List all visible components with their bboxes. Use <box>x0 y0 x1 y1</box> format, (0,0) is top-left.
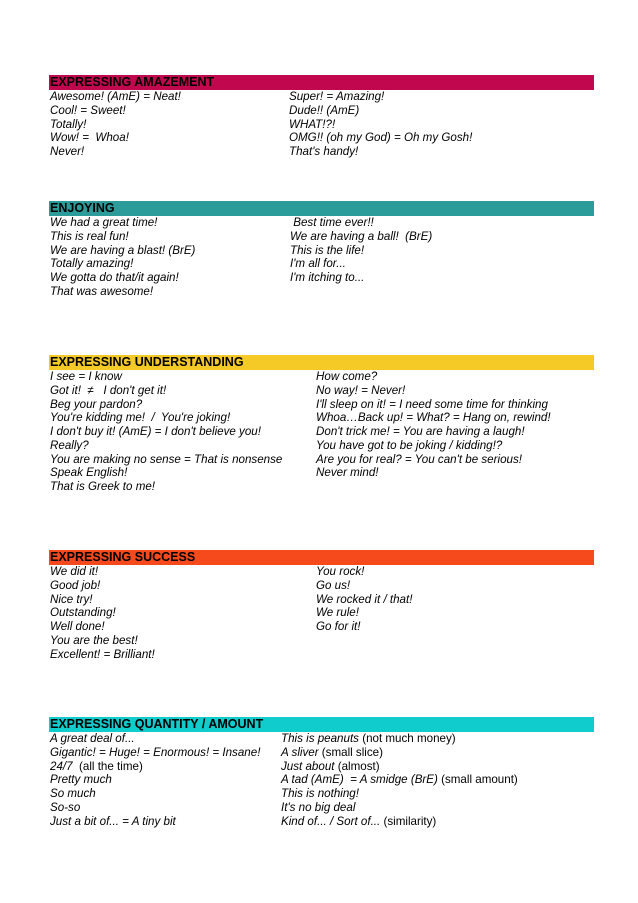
left-column <box>50 370 282 494</box>
phrase: We rule! <box>316 606 359 620</box>
phrase: So-so <box>50 800 81 814</box>
phrase: Good job! <box>50 578 101 592</box>
phrase: Excellent! = Brilliant! <box>50 647 155 661</box>
phrase: Pretty much <box>50 773 112 787</box>
phrase: Super! = Amazing! <box>289 90 385 103</box>
phrase: A sliver (small slice) <box>281 745 383 759</box>
section-title: EXPRESSING SUCCESS <box>50 550 196 564</box>
phrase: Go us! <box>316 578 351 592</box>
phrase: Never mind! <box>316 466 379 480</box>
phrase: Speak English! <box>50 466 128 480</box>
phrase: Well done! <box>50 620 105 633</box>
phrase: That was awesome! <box>50 284 154 298</box>
phrase: Nice try! <box>50 592 93 606</box>
phrase: Totally! <box>50 117 87 131</box>
phrase: Beg your pardon? <box>50 397 143 411</box>
section-quantity <box>49 717 594 828</box>
phrase: A great deal of... <box>50 732 135 745</box>
phrase: We did it! <box>50 565 99 578</box>
section-amazement <box>49 75 594 158</box>
section-understanding <box>49 355 594 493</box>
phrase: I don't buy it! (AmE) = I don't believe you! <box>50 425 261 438</box>
section-title: EXPRESSING AMAZEMENT <box>50 75 215 89</box>
phrase: Don't trick me! = You are having a laugh! <box>316 425 525 438</box>
phrase: OMG!! (oh my God) = Oh my Gosh! <box>289 131 473 145</box>
phrase: A tad (AmE) = A smidge (BrE) (small amount) <box>281 773 518 787</box>
left-column <box>50 565 155 661</box>
phrase: Got it! ≠ I don't get it! <box>50 383 167 397</box>
phrase: Cool! = Sweet! <box>50 103 126 117</box>
left-column <box>50 90 181 159</box>
phrase: Gigantic! = Huge! = Enormous! = Insane! <box>50 745 261 759</box>
right-column <box>316 565 412 634</box>
phrase: We gotta do that/it again! <box>50 271 179 284</box>
phrase: You rock! <box>316 565 365 578</box>
phrase: You're kidding me! / You're joking! <box>50 411 231 425</box>
phrase: Really? <box>50 438 89 452</box>
left-column <box>50 216 195 299</box>
section-title: ENJOYING <box>50 201 115 215</box>
right-column <box>290 216 432 285</box>
phrase: I'll sleep on it! = I need some time for thinking <box>316 397 548 411</box>
phrase: I'm all for... <box>290 257 346 271</box>
phrase: Just about (almost) <box>281 759 380 773</box>
phrase: Are you for real? = You can't be serious! <box>316 452 522 466</box>
phrase: 24/7 (all the time) <box>50 759 143 773</box>
right-column <box>289 90 472 159</box>
phrase: This is the life! <box>290 243 365 257</box>
right-column <box>281 732 518 828</box>
phrase: You are the best! <box>50 633 138 647</box>
phrase: This is nothing! <box>281 787 359 800</box>
phrase: It's no big deal <box>281 800 356 814</box>
phrase: Outstanding! <box>50 606 116 620</box>
right-column <box>316 370 551 480</box>
phrase: This is real fun! <box>50 229 129 243</box>
phrase: No way! = Never! <box>316 383 406 397</box>
phrase: How come? <box>316 370 378 383</box>
phrase: You have got to be joking / kidding!? <box>316 438 503 452</box>
section-title: EXPRESSING QUANTITY / AMOUNT <box>50 717 264 731</box>
section-success <box>49 550 594 661</box>
phrase: Never! <box>50 145 85 158</box>
section-header <box>49 550 594 565</box>
section-enjoying <box>49 201 594 298</box>
phrase: We rocked it / that! <box>316 592 413 606</box>
phrase: You are making no sense = That is nonsense <box>50 452 283 466</box>
section-header <box>49 201 594 216</box>
phrase: We are having a blast! (BrE) <box>50 243 196 257</box>
phrase: Wow! = Whoa! <box>50 131 129 145</box>
phrase: This is peanuts (not much money) <box>281 732 456 745</box>
phrase: We had a great time! <box>50 216 158 229</box>
left-column <box>50 732 260 828</box>
phrase: Just a bit of... = A tiny bit <box>50 814 176 828</box>
phrase: Totally amazing! <box>50 257 134 271</box>
phrase: Dude!! (AmE) <box>289 103 360 117</box>
phrase: I'm itching to... <box>290 271 365 284</box>
phrase: We are having a ball! (BrE) <box>290 229 433 243</box>
phrase: Whoa…Back up! = What? = Hang on, rewind! <box>316 411 551 425</box>
phrase: So much <box>50 787 96 800</box>
phrase: WHAT!?! <box>289 117 336 131</box>
phrase: That's handy! <box>289 145 359 158</box>
phrase: I see = I know <box>50 370 122 383</box>
phrase: Best time ever!! <box>290 216 374 229</box>
phrase: Awesome! (AmE) = Neat! <box>50 90 181 103</box>
section-title: EXPRESSING UNDERSTANDING <box>50 355 244 369</box>
phrase: That is Greek to me! <box>50 480 156 493</box>
phrase: Kind of... / Sort of... (similarity) <box>281 814 437 828</box>
section-header <box>49 355 594 370</box>
section-header <box>49 717 594 732</box>
phrase: Go for it! <box>316 620 361 633</box>
section-header <box>49 75 594 90</box>
